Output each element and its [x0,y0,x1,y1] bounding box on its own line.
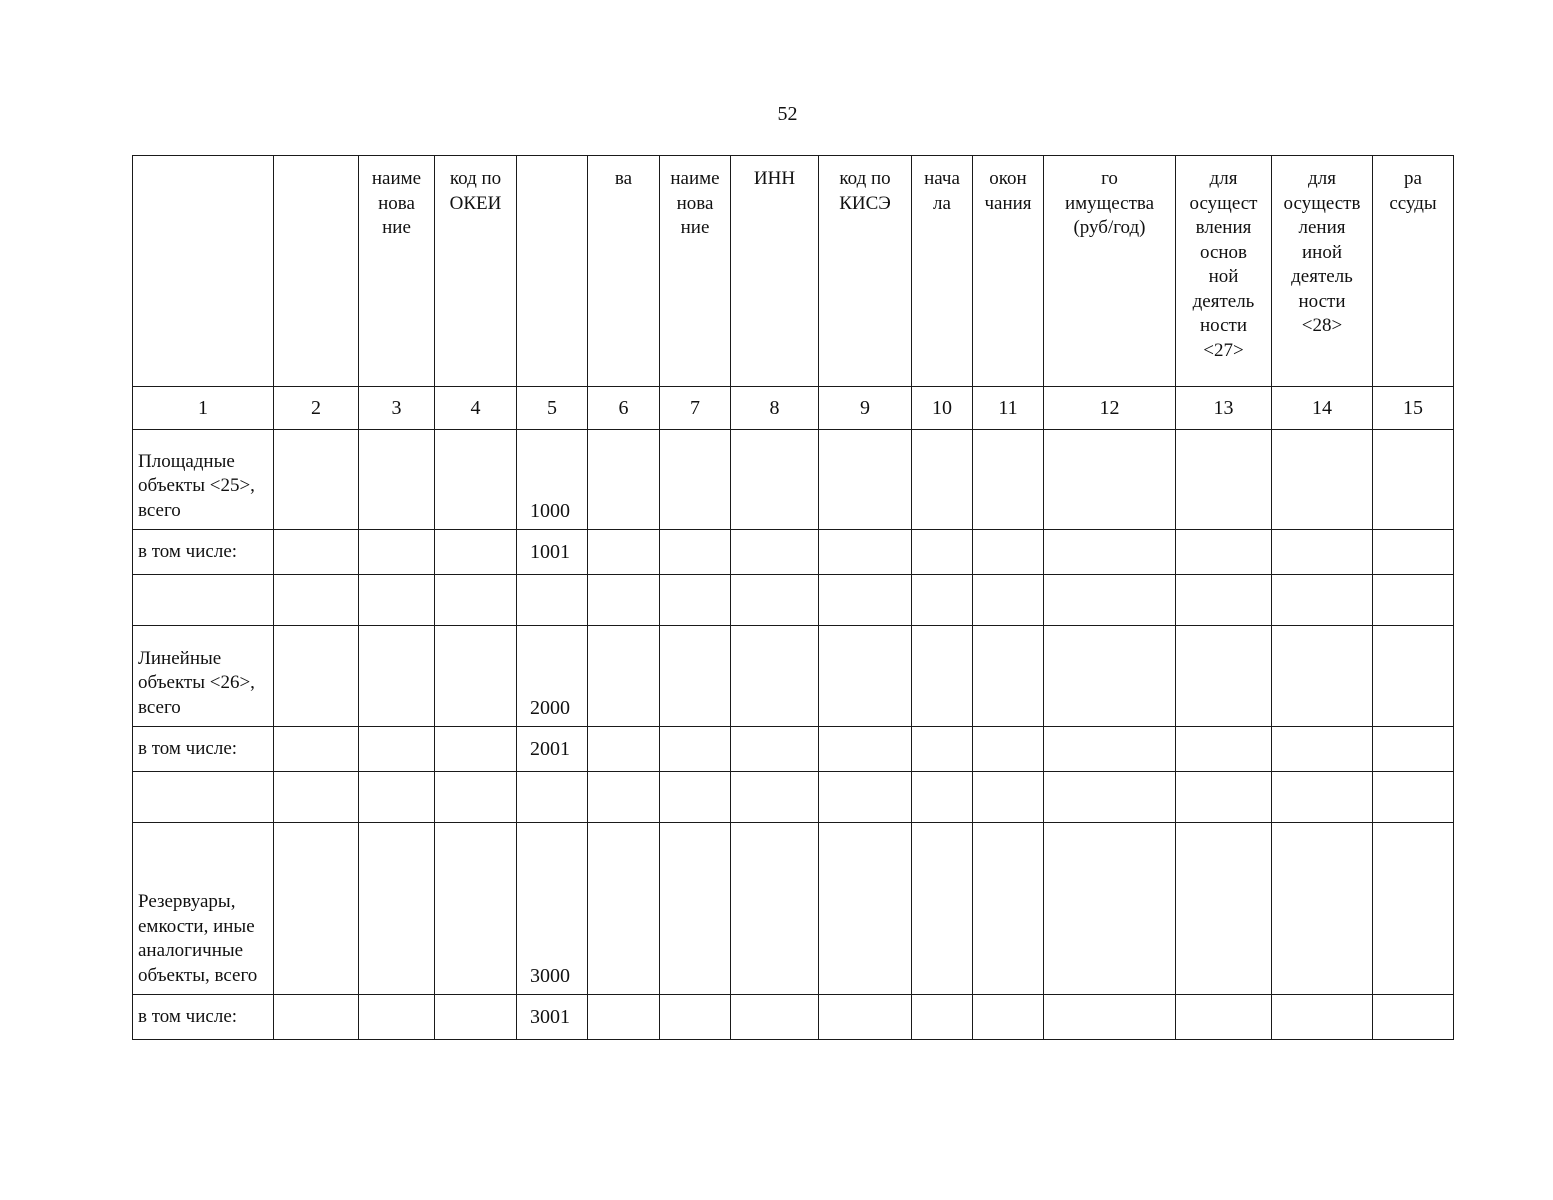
column-number: 14 [1272,387,1373,430]
data-cell [1373,823,1454,995]
data-cell [731,430,819,530]
data-cell [588,823,660,995]
data-cell [274,575,359,626]
header-cell [133,156,274,387]
table-row [133,727,1454,772]
data-cell [359,575,435,626]
row-code: 1001 [517,530,588,575]
table-row [133,575,1454,626]
data-cell [1176,727,1272,772]
data-cell [435,430,517,530]
column-number: 6 [588,387,660,430]
data-cell [1176,772,1272,823]
header-cell: наиме нова ние [359,156,435,387]
row-code: 2001 [517,727,588,772]
data-cell [274,823,359,995]
data-cell [1373,772,1454,823]
row-label: Линейные объекты <26>, всего [133,626,274,727]
data-cell [588,626,660,727]
data-cell [1373,430,1454,530]
data-cell [731,575,819,626]
data-cell [1176,995,1272,1040]
data-cell [435,575,517,626]
table-row [133,530,1454,575]
row-code: 1000 [517,430,588,530]
data-cell [1044,430,1176,530]
data-cell [274,772,359,823]
data-cell [1373,626,1454,727]
column-number: 10 [912,387,973,430]
column-number: 12 [1044,387,1176,430]
column-number: 3 [359,387,435,430]
data-cell [1272,995,1373,1040]
row-code: 3001 [517,995,588,1040]
data-cell [435,626,517,727]
data-cell [1272,530,1373,575]
header-cell: для осуществ ления иной деятель ности <28> [1272,156,1373,387]
data-cell [274,995,359,1040]
header-cell: код по ОКЕИ [435,156,517,387]
data-cell [1176,530,1272,575]
row-code: 2000 [517,626,588,727]
column-number: 5 [517,387,588,430]
data-cell [588,995,660,1040]
data-cell [1044,530,1176,575]
data-cell [435,995,517,1040]
table-row [133,995,1454,1040]
data-cell [1272,727,1373,772]
data-cell [1044,575,1176,626]
data-cell [660,530,731,575]
data-cell [588,575,660,626]
data-cell [912,772,973,823]
header-cell: окон чания [973,156,1044,387]
header-cell: наиме нова ние [660,156,731,387]
data-cell [973,626,1044,727]
header-cell: го имущества (руб/год) [1044,156,1176,387]
table-row [133,430,1454,530]
data-cell [1176,626,1272,727]
data-cell [1272,626,1373,727]
data-cell [435,530,517,575]
data-cell [912,626,973,727]
row-code: 3000 [517,823,588,995]
header-cell: ва [588,156,660,387]
data-cell [731,626,819,727]
header-cell [274,156,359,387]
data-cell [588,727,660,772]
header-cell: ИНН [731,156,819,387]
page-number: 52 [777,103,798,125]
data-cell [1044,727,1176,772]
data-cell [274,727,359,772]
data-cell [912,823,973,995]
data-cell [912,995,973,1040]
table-header-row [133,156,1454,387]
data-cell [1272,772,1373,823]
data-cell [819,530,912,575]
data-cell [588,430,660,530]
data-cell [1373,575,1454,626]
header-cell: ра ссуды [1373,156,1454,387]
data-cell [1044,772,1176,823]
data-cell [1373,530,1454,575]
data-cell [912,575,973,626]
data-cell [1373,995,1454,1040]
objects-table [132,155,1454,1040]
column-number: 9 [819,387,912,430]
column-number: 4 [435,387,517,430]
row-label: в том числе: [133,727,274,772]
data-cell [660,430,731,530]
data-cell [359,772,435,823]
header-cell: нача ла [912,156,973,387]
data-cell [359,530,435,575]
column-number: 15 [1373,387,1454,430]
data-cell [1176,575,1272,626]
data-cell [660,772,731,823]
row-label: Площадные объекты <25>, всего [133,430,274,530]
data-cell [435,772,517,823]
data-cell [660,823,731,995]
table-row [133,772,1454,823]
table-row [133,626,1454,727]
data-cell [359,727,435,772]
data-cell [819,823,912,995]
row-code [517,575,588,626]
column-number: 1 [133,387,274,430]
row-code [517,772,588,823]
row-label: Резервуары, емкости, иные аналогичные объекты, всего [133,823,274,995]
header-cell: код по КИСЭ [819,156,912,387]
data-cell [1176,430,1272,530]
row-label [133,772,274,823]
data-cell [274,626,359,727]
column-number: 7 [660,387,731,430]
data-cell [973,995,1044,1040]
data-cell [1272,823,1373,995]
row-label [133,575,274,626]
data-cell [1272,575,1373,626]
data-cell [973,575,1044,626]
table-row [133,823,1454,995]
row-label: в том числе: [133,530,274,575]
data-cell [660,626,731,727]
data-cell [359,626,435,727]
data-cell [973,823,1044,995]
column-number-row [133,387,1454,430]
header-cell: для осущест вления основ ной деятель ности <27> [1176,156,1272,387]
data-cell [912,530,973,575]
data-cell [359,823,435,995]
data-cell [819,430,912,530]
data-cell [588,530,660,575]
data-cell [731,727,819,772]
data-cell [1044,995,1176,1040]
data-cell [973,772,1044,823]
data-cell [819,995,912,1040]
data-cell [435,727,517,772]
data-cell [660,575,731,626]
data-cell [819,626,912,727]
data-cell [819,772,912,823]
data-cell [660,727,731,772]
data-cell [731,823,819,995]
data-cell [1373,727,1454,772]
data-cell [973,727,1044,772]
column-number: 2 [274,387,359,430]
data-cell [359,430,435,530]
data-cell [912,727,973,772]
data-cell [1176,823,1272,995]
data-cell [359,995,435,1040]
data-cell [912,430,973,530]
data-cell [731,995,819,1040]
row-label: в том числе: [133,995,274,1040]
data-cell [1272,430,1373,530]
data-cell [819,727,912,772]
data-cell [819,575,912,626]
data-cell [274,430,359,530]
data-cell [1044,626,1176,727]
data-cell [1044,823,1176,995]
column-number: 8 [731,387,819,430]
data-cell [660,995,731,1040]
data-cell [435,823,517,995]
data-cell [731,530,819,575]
data-cell [274,530,359,575]
data-cell [588,772,660,823]
data-cell [731,772,819,823]
column-number: 11 [973,387,1044,430]
data-cell [973,430,1044,530]
header-cell [517,156,588,387]
column-number: 13 [1176,387,1272,430]
data-cell [973,530,1044,575]
